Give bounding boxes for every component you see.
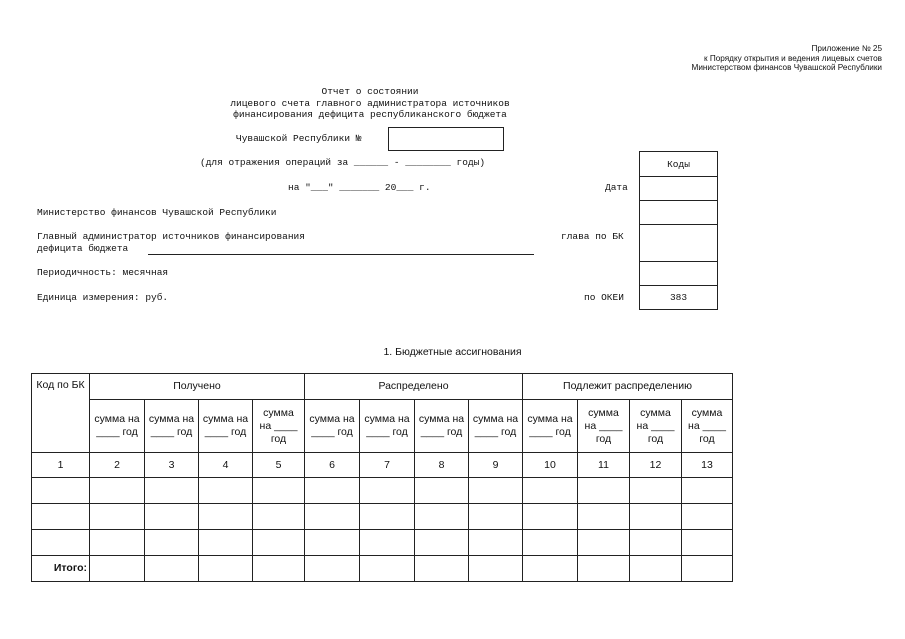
table-cell[interactable] [305, 478, 360, 504]
table-cell[interactable] [415, 478, 469, 504]
table-cell[interactable] [145, 478, 199, 504]
header-received: Получено [90, 374, 305, 400]
total-row [32, 556, 733, 582]
total-cell[interactable] [253, 556, 305, 582]
total-cell[interactable] [360, 556, 415, 582]
table-cell[interactable] [630, 478, 682, 504]
table-cell[interactable] [360, 530, 415, 556]
table-cell[interactable] [523, 530, 578, 556]
section-title: 1. Бюджетные ассигнования [383, 346, 522, 358]
col-number: 13 [682, 453, 733, 478]
total-cell[interactable] [90, 556, 145, 582]
subheader-col-12: сумма на ____ год [630, 400, 682, 453]
appendix-line-2: к Порядку открытия и ведения лицевых счетов [703, 53, 882, 63]
code-periodicity-cell[interactable] [640, 262, 718, 286]
table-cell[interactable] [145, 504, 199, 530]
table-cell[interactable] [469, 478, 523, 504]
col-number: 9 [469, 453, 523, 478]
col-number: 8 [415, 453, 469, 478]
col-number: 12 [630, 453, 682, 478]
table-cell[interactable] [578, 530, 630, 556]
header-kod-bk: Код по БК [32, 374, 90, 453]
report-date-line: на "___" _______ 20___ г. [288, 182, 431, 193]
budget-allocations-table [31, 373, 733, 582]
republic-number-label: Чувашской Республики № [236, 133, 362, 144]
table-row [32, 478, 733, 504]
column-number-row [32, 453, 733, 478]
codes-table [639, 151, 718, 310]
ministry-label: Министерство финансов Чувашской Республики [37, 207, 277, 218]
table-cell[interactable] [578, 504, 630, 530]
table-cell[interactable] [305, 504, 360, 530]
subheader-col-13: сумма на ____ год [682, 400, 733, 453]
table-cell[interactable] [360, 504, 415, 530]
col-number: 4 [199, 453, 253, 478]
table-cell[interactable] [199, 530, 253, 556]
table-cell[interactable] [523, 478, 578, 504]
table-cell[interactable] [578, 478, 630, 504]
table-cell[interactable] [145, 530, 199, 556]
subheader-col-6: сумма на ____ год [305, 400, 360, 453]
table-cell[interactable] [682, 530, 733, 556]
code-glava-bk-cell[interactable] [640, 225, 718, 262]
table-cell[interactable] [523, 504, 578, 530]
table-cell[interactable] [90, 504, 145, 530]
code-ministry-cell[interactable] [640, 201, 718, 225]
col-number: 1 [32, 453, 90, 478]
table-row [32, 504, 733, 530]
appendix-note [692, 44, 882, 73]
table-cell[interactable] [469, 530, 523, 556]
total-cell[interactable] [523, 556, 578, 582]
table-cell[interactable] [253, 504, 305, 530]
title-line-3: финансирования дефицита республиканского бюджета [233, 109, 507, 120]
subheader-col-10: сумма на ____ год [523, 400, 578, 453]
subheader-col-4: сумма на ____ год [199, 400, 253, 453]
okei-label: по ОКЕИ [584, 292, 624, 303]
total-cell[interactable] [630, 556, 682, 582]
table-cell[interactable] [360, 478, 415, 504]
period-line: (для отражения операций за ______ - ________ годы) [200, 157, 486, 168]
title-line-1: Отчет о состоянии [321, 86, 419, 97]
table-cell[interactable] [682, 478, 733, 504]
table-cell[interactable] [253, 530, 305, 556]
total-cell[interactable] [682, 556, 733, 582]
table-cell[interactable] [630, 530, 682, 556]
codes-header: Коды [640, 152, 718, 177]
table-cell[interactable] [32, 504, 90, 530]
date-label: Дата [605, 182, 628, 193]
admin-name-underline[interactable] [148, 254, 534, 255]
subheader-col-7: сумма на ____ год [360, 400, 415, 453]
header-to-distribute: Подлежит распределению [523, 374, 733, 400]
table-cell[interactable] [253, 478, 305, 504]
table-row [32, 530, 733, 556]
total-cell[interactable] [305, 556, 360, 582]
col-number: 5 [253, 453, 305, 478]
table-cell[interactable] [415, 530, 469, 556]
col-number: 11 [578, 453, 630, 478]
table-cell[interactable] [90, 478, 145, 504]
table-cell[interactable] [32, 478, 90, 504]
total-label: Итого: [32, 556, 90, 582]
periodicity-label: Периодичность: месячная [37, 267, 169, 278]
subheader-col-9: сумма на ____ год [469, 400, 523, 453]
table-cell[interactable] [90, 530, 145, 556]
col-number: 2 [90, 453, 145, 478]
table-cell[interactable] [415, 504, 469, 530]
title-line-2: лицевого счета главного администратора источников [230, 97, 510, 109]
appendix-line-1: Приложение № 25 [811, 44, 882, 53]
admin-label-line-1: Главный администратор источников финансирования [37, 231, 305, 242]
table-cell[interactable] [305, 530, 360, 556]
appendix-line-3: Министерством финансов Чувашской Республики [691, 63, 882, 73]
subheader-col-8: сумма на ____ год [415, 400, 469, 453]
table-cell[interactable] [32, 530, 90, 556]
total-cell[interactable] [578, 556, 630, 582]
total-cell[interactable] [469, 556, 523, 582]
header-distributed: Распределено [305, 374, 523, 400]
glava-bk-label: глава по БК [561, 231, 624, 242]
col-number: 3 [145, 453, 199, 478]
total-cell[interactable] [199, 556, 253, 582]
col-number: 10 [523, 453, 578, 478]
table-cell[interactable] [199, 504, 253, 530]
col-number: 7 [360, 453, 415, 478]
unit-label: Единица измерения: руб. [37, 292, 169, 303]
subheader-col-2: сумма на ____ год [90, 400, 145, 453]
code-date-cell[interactable] [640, 177, 718, 201]
total-cell[interactable] [145, 556, 199, 582]
table-cell[interactable] [682, 504, 733, 530]
total-cell[interactable] [415, 556, 469, 582]
account-number-field[interactable] [388, 127, 504, 151]
admin-label-line-2: дефицита бюджета [37, 243, 129, 254]
table-cell[interactable] [630, 504, 682, 530]
report-title [170, 86, 570, 121]
col-number: 6 [305, 453, 360, 478]
subheader-col-3: сумма на ____ год [145, 400, 199, 453]
table-cell[interactable] [199, 478, 253, 504]
subheader-col-11: сумма на ____ год [578, 400, 630, 453]
code-okei-cell: 383 [640, 286, 718, 310]
subheader-col-5: сумма на ____ год [253, 400, 305, 453]
table-cell[interactable] [469, 504, 523, 530]
